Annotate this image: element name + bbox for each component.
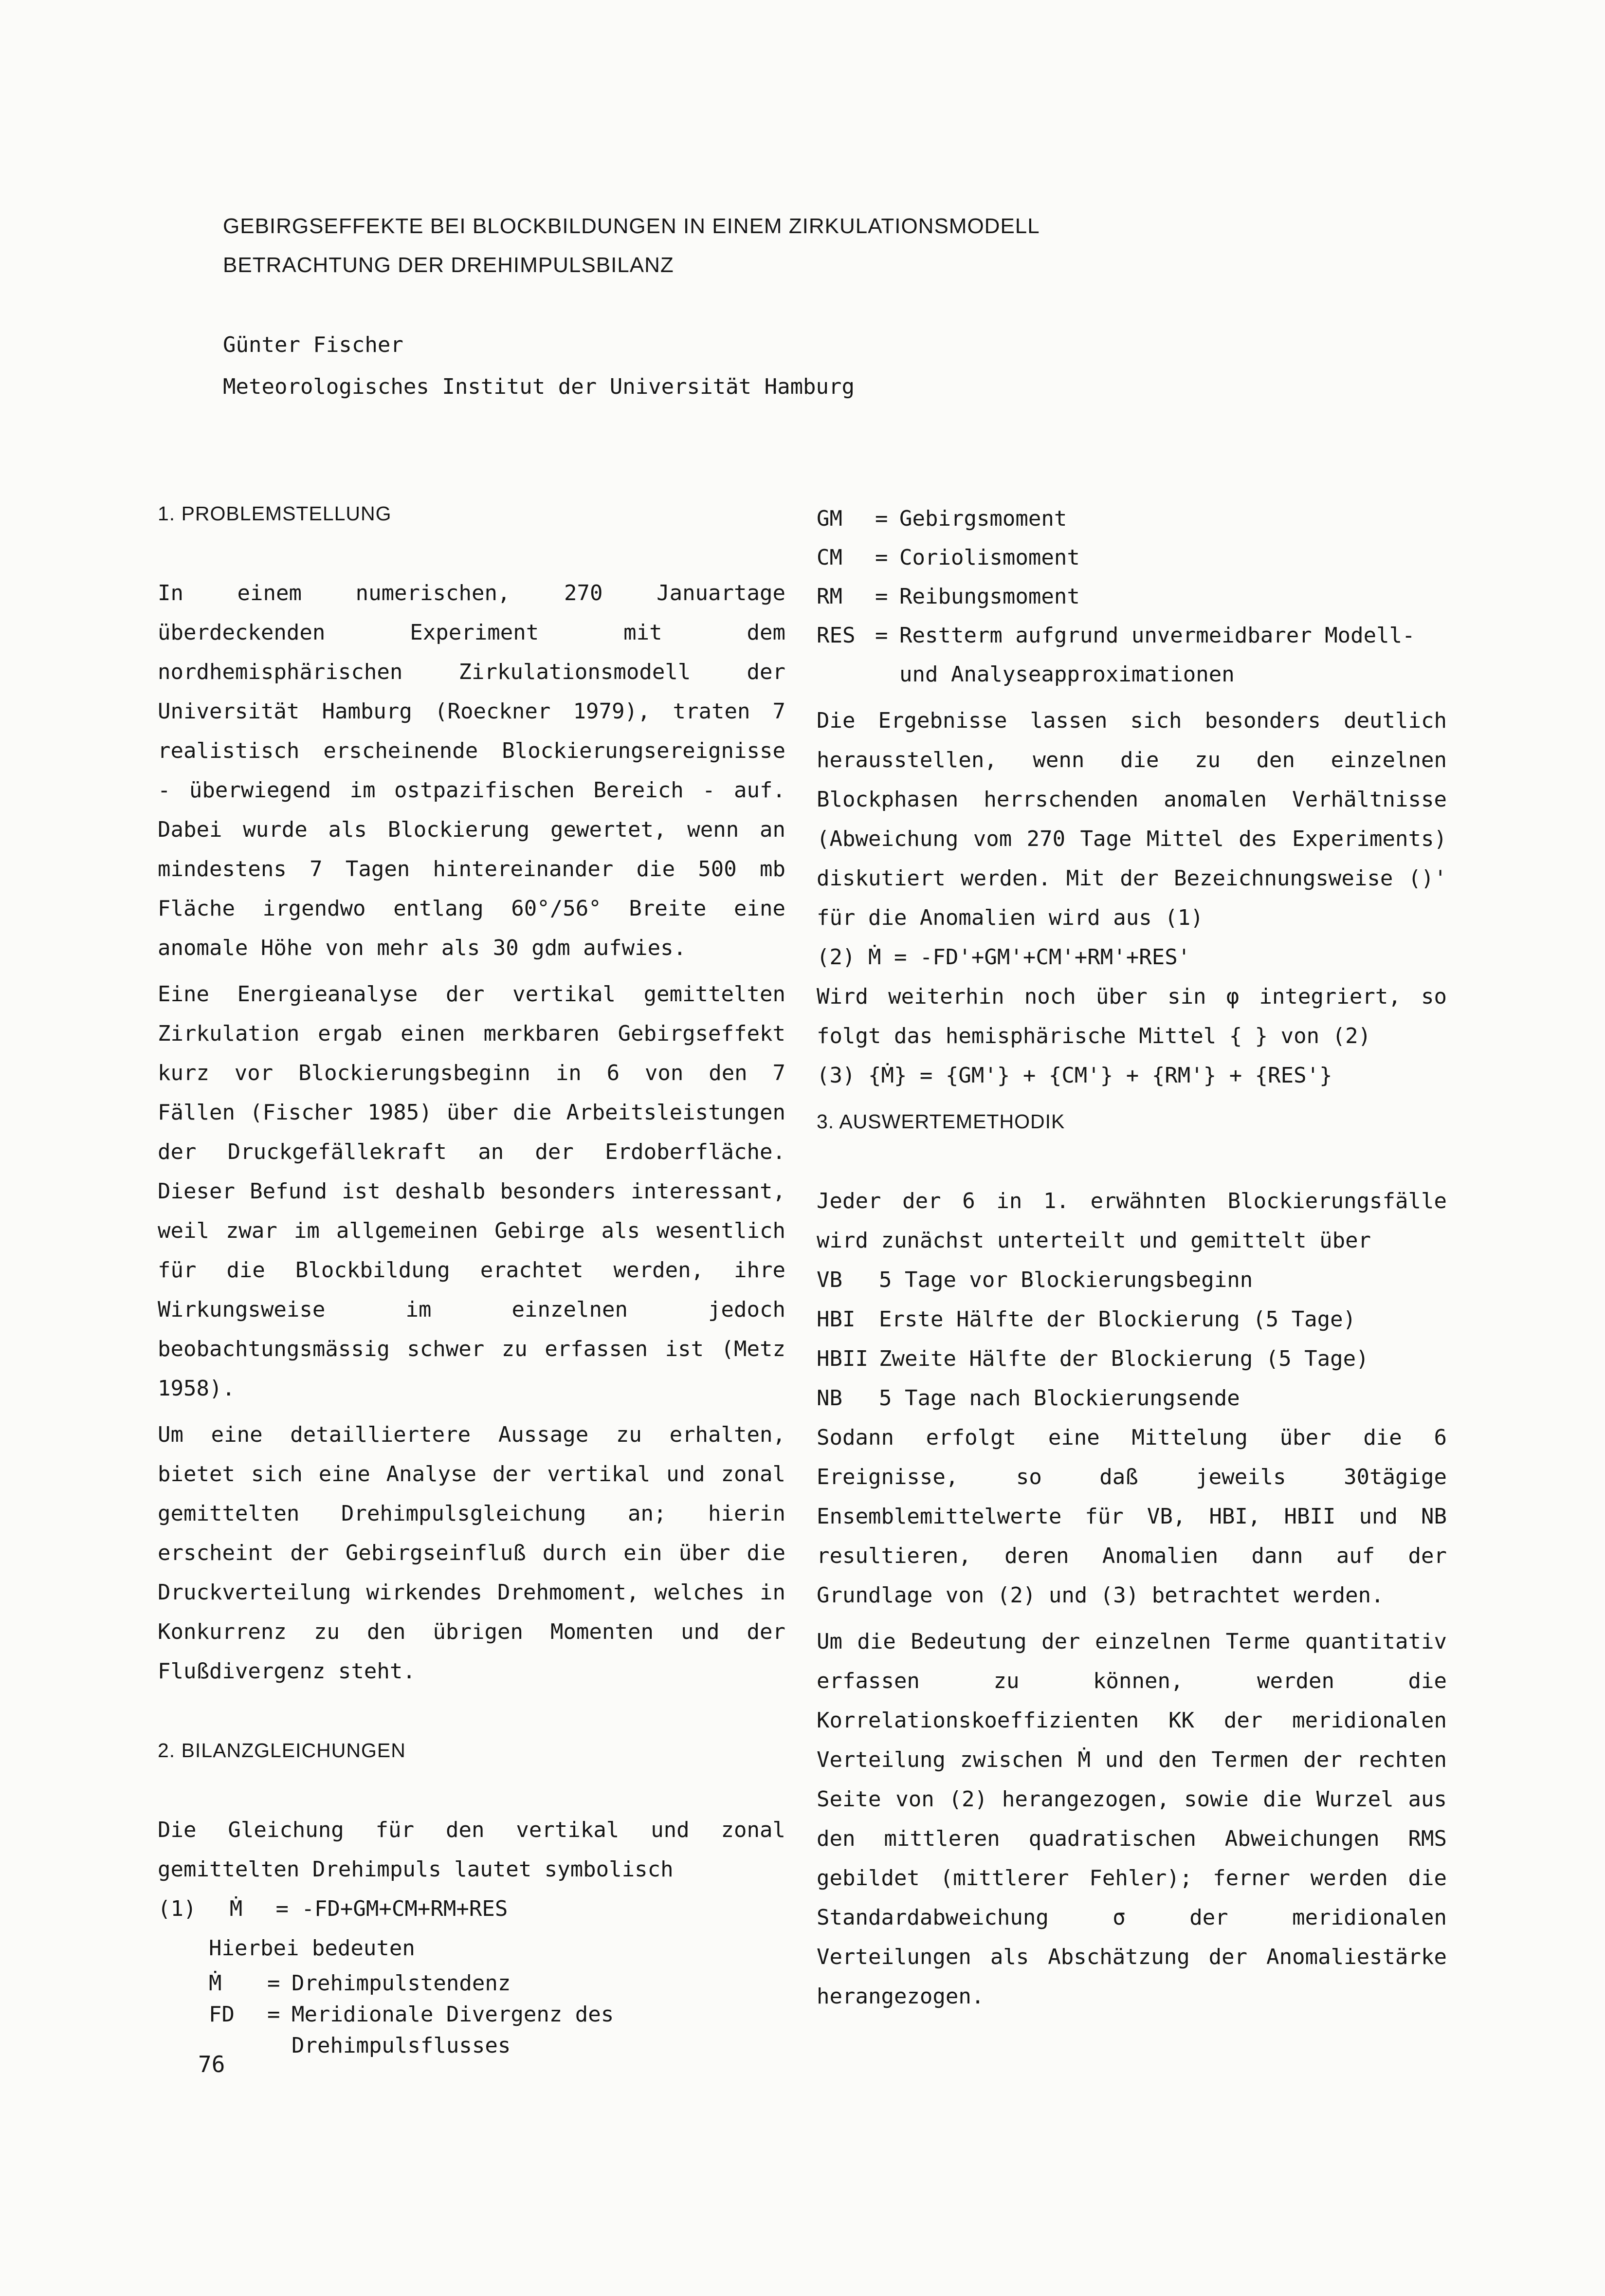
equation-1-lhs: Ṁ <box>229 1896 243 1921</box>
author-name: Günter Fischer <box>223 332 403 357</box>
definition-item: CM = Coriolismoment <box>817 538 1447 577</box>
equation-1-label: (1) <box>158 1896 197 1921</box>
case-key: HBI <box>817 1307 856 1332</box>
paragraph-9: Um die Bedeutung der einzelnen Terme quantitativ erfassen zu können, werden die Korrelationskoeffizienten KK der meridionalen Verteilung zwischen Ṁ und den Termen der rechten Seite von (2) herangezogen, sowie die Wurzel aus den mittleren quadratischen Abweichungen RMS gebildet (mittlerer Fehler); ferner werden die Standardabweichung σ der meridionalen Verteilungen als Abschätzung der Anomaliestärke herangezogen. <box>817 1629 1447 2009</box>
equation-3: (3) {Ṁ} = {GM'} + {CM'} + {RM'} + {RES'} <box>817 1063 1332 1088</box>
page-number: 76 <box>198 2051 225 2077</box>
case-item <box>817 1378 1447 1418</box>
definition-key: FD <box>209 2002 235 2027</box>
definition-item: FD = Meridionale Divergenz des Drehimpulsflusses <box>209 1999 785 2061</box>
definition-value: Restterm aufgrund unvermeidbarer Modell- und Analyseapproximationen <box>899 623 1415 687</box>
title-line-1: GEBIRGSEFFEKTE BEI BLOCKBILDUNGEN IN EINEM ZIRKULATIONSMODELL <box>223 214 1040 238</box>
paragraph-3: Um eine detailliertere Aussage zu erhalten, bietet sich eine Analyse der vertikal und zonal gemittelten Drehimpulsgleichung an; hierin erscheint der Gebirgseinfluß durch ein über die Druckverteilung wirkendes Drehmoment, welches in Konkurrenz zu den übrigen Momenten und der Flußdivergenz steht. <box>158 1422 785 1684</box>
definition-list-right <box>817 499 1447 694</box>
section-1-heading: 1. PROBLEMSTELLUNG <box>158 502 392 525</box>
case-value: Erste Hälfte der Blockierung (5 Tage) <box>879 1307 1356 1332</box>
section-2-heading: 2. BILANZGLEICHUNGEN <box>158 1739 406 1762</box>
case-key: VB <box>817 1267 842 1292</box>
paragraph-4: Die Gleichung für den vertikal und zonal gemittelten Drehimpuls lautet symbolisch <box>158 1818 785 1882</box>
definition-value: Reibungsmoment <box>899 584 1080 609</box>
left-column <box>158 494 785 2061</box>
equation-2: (2) Ṁ = -FD'+GM'+CM'+RM'+RES' <box>817 945 1191 970</box>
right-column <box>817 499 1447 2016</box>
definition-key: RES <box>817 623 856 648</box>
definition-key: CM <box>817 545 842 570</box>
case-value: Zweite Hälfte der Blockierung (5 Tage) <box>879 1346 1369 1371</box>
definition-item: Ṁ = Drehimpulstendenz <box>209 1968 785 1999</box>
definition-item: RES = Restterm aufgrund unvermeidbarer Modell- und Analyseapproximationen <box>817 616 1447 694</box>
definition-value: Meridionale Divergenz des Drehimpulsflusses <box>292 2002 614 2058</box>
title-line-2: BETRACHTUNG DER DREHIMPULSBILANZ <box>223 253 674 277</box>
definition-item: GM = Gebirgsmoment <box>817 499 1447 538</box>
definition-key: RM <box>817 584 842 609</box>
section-3-heading: 3. AUSWERTEMETHODIK <box>817 1110 1065 1133</box>
paragraph-7: Jeder der 6 in 1. erwähnten Blockierungsfälle wird zunächst unterteilt und gemittelt über <box>817 1189 1447 1253</box>
paragraph-8: Sodann erfolgt eine Mittelung über die 6 Ereignisse, so daß jeweils 30tägige Ensemblemittelwerte für VB, HBI, HBII und NB resultieren, deren Anomalien dann auf der Grundlage von (2) und (3) betrachtet werden. <box>817 1425 1447 1608</box>
case-item <box>817 1300 1447 1339</box>
equation-1-rhs: = -FD+GM+CM+RM+RES <box>275 1896 508 1921</box>
equation-1 <box>158 1889 785 1929</box>
author-affiliation: Meteorologisches Institut der Universität Hamburg <box>223 374 855 399</box>
definition-value: Coriolismoment <box>899 545 1080 570</box>
case-value: 5 Tage nach Blockierungsende <box>879 1386 1240 1411</box>
paragraph-2: Eine Energieanalyse der vertikal gemittelten Zirkulation ergab einen merkbaren Gebirgseffekt kurz vor Blockierungsbeginn in 6 von den 7 Fällen (Fischer 1985) über die Arbeitsleistungen der Druckgefällekraft an der Erdoberfläche. Dieser Befund ist deshalb besonders interessant, weil zwar im allgemeinen Gebirge als wesentlich für die Blockbildung erachtet werden, ihre Wirkungsweise im einzelnen jedoch beobachtungsmässig schwer zu erfassen ist (Metz 1958). <box>158 982 785 1401</box>
definition-item: RM = Reibungsmoment <box>817 577 1447 616</box>
definition-value: Gebirgsmoment <box>899 506 1067 531</box>
paragraph-1: In einem numerischen, 270 Januartage überdeckenden Experiment mit dem nordhemisphärischen Zirkulationsmodell der Universität Hamburg (Roeckner 1979), traten 7 realistisch erscheinende Blockierungsereignisse - überwiegend im ostpazifischen Bereich - auf. Dabei wurde als Blockierung gewertet, wenn an mindestens 7 Tagen hintereinander die 500 mb Fläche irgendwo entlang 60°/56° Breite eine anomale Höhe von mehr als 30 gdm aufwies. <box>158 581 785 960</box>
case-value: 5 Tage vor Blockierungsbeginn <box>879 1267 1253 1292</box>
case-key: NB <box>817 1386 842 1411</box>
case-list <box>817 1260 1447 1418</box>
paper-title <box>223 207 1040 285</box>
case-item <box>817 1260 1447 1300</box>
paragraph-5: Die Ergebnisse lassen sich besonders deutlich herausstellen, wenn die zu den einzelnen Blockphasen herrschenden anomalen Verhältnisse (Abweichung vom 270 Tage Mittel des Experiments) diskutiert werden. Mit der Bezeichnungsweise ()' für die Anomalien wird aus (1) <box>817 708 1447 930</box>
definition-value: Drehimpulstendenz <box>292 1971 511 1996</box>
definition-key: Ṁ <box>209 1971 222 1996</box>
hierbei-text: Hierbei bedeuten <box>209 1936 415 1961</box>
definition-key: GM <box>817 506 842 531</box>
author-block <box>223 324 855 408</box>
definition-list-left <box>158 1968 785 2061</box>
case-key: HBII <box>817 1346 868 1371</box>
case-item <box>817 1339 1447 1378</box>
paragraph-6: Wird weiterhin noch über sin φ integriert, so folgt das hemisphärische Mittel { } von (2) <box>817 984 1447 1048</box>
